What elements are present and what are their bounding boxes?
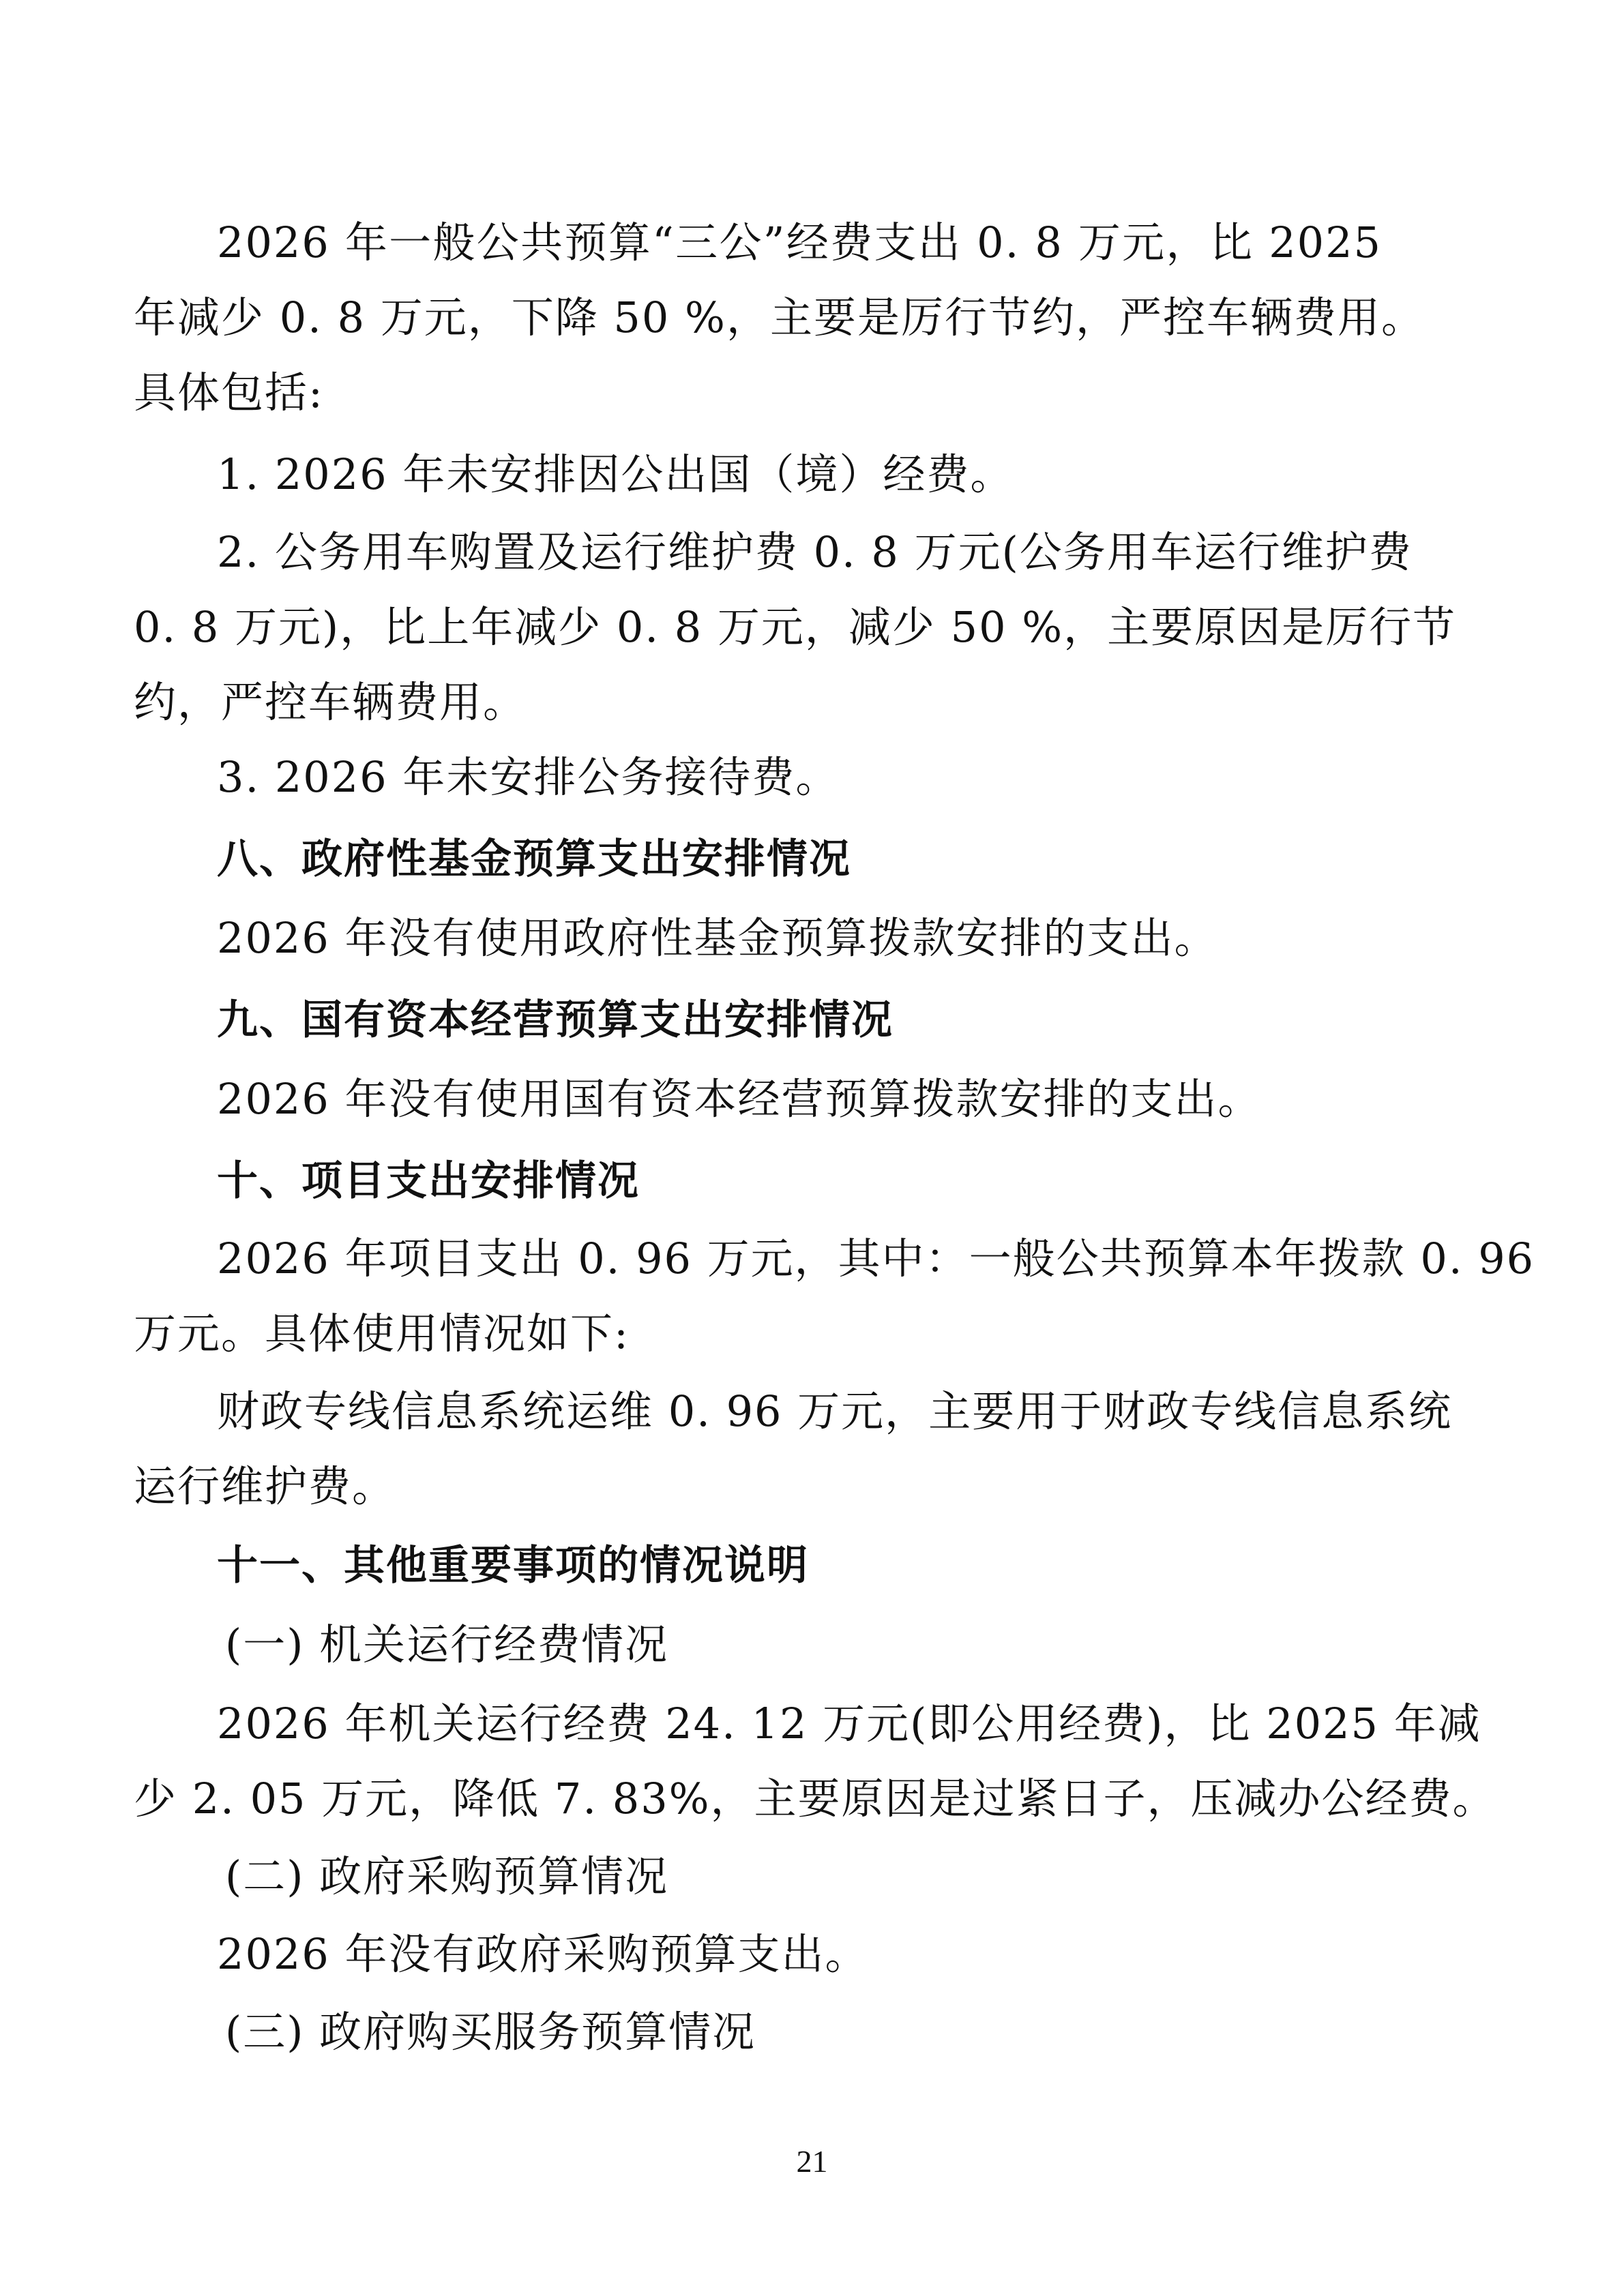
paragraph-line: 财政专线信息系统运维 0. 96 万元，主要用于财政专线信息系统 (217, 1386, 1453, 1436)
section-heading: 九、国有资本经营预算支出安排情况 (217, 996, 894, 1044)
paragraph-line: 2026 年没有使用国有资本经营预算拨款安排的支出。 (217, 1074, 1262, 1124)
subsection-heading: (三) 政府购买服务预算情况 (225, 2007, 756, 2057)
section-heading: 十、项目支出安排情况 (217, 1157, 640, 1205)
section-heading: 八、政府性基金预算支出安排情况 (217, 835, 851, 883)
subsection-heading: (二) 政府采购预算情况 (225, 1851, 669, 1901)
paragraph-line: 具体包括: (134, 368, 324, 417)
paragraph-line: 2026 年没有政府采购预算支出。 (217, 1929, 869, 1979)
subsection-heading: (一) 机关运行经费情况 (225, 1620, 669, 1669)
paragraph-line: 2026 年项目支出 0. 96 万元，其中：一般公共预算本年拨款 0. 96 (217, 1234, 1535, 1283)
paragraph-line: 0. 8 万元)，比上年减少 0. 8 万元，减少 50 %，主要原因是厉行节 (134, 602, 1457, 652)
paragraph-line: 约，严控车辆费用。 (134, 677, 527, 727)
page-number: 21 (796, 2144, 828, 2179)
paragraph-line: 年减少 0. 8 万元，下降 50 %，主要是厉行节约，严控车辆费用。 (134, 293, 1425, 342)
list-item: 2. 公务用车购置及运行维护费 0. 8 万元(公务用车运行维护费 (217, 527, 1413, 577)
paragraph-line: 少 2. 05 万元，降低 7. 83%，主要原因是过紧日子，压减办公经费。 (134, 1774, 1496, 1823)
list-item: 3. 2026 年未安排公务接待费。 (217, 752, 840, 802)
list-item: 1. 2026 年未安排因公出国（境）经费。 (217, 449, 1014, 499)
paragraph-line: 运行维护费。 (134, 1461, 396, 1511)
paragraph-line: 万元。具体使用情况如下: (134, 1309, 630, 1358)
section-heading: 十一、其他重要事项的情况说明 (217, 1542, 809, 1590)
paragraph-line: 2026 年一般公共预算“三公”经费支出 0. 8 万元，比 2025 (217, 218, 1382, 267)
paragraph-line: 2026 年机关运行经费 24. 12 万元(即公用经费)，比 2025 年减 (217, 1699, 1481, 1748)
paragraph-line: 2026 年没有使用政府性基金预算拨款安排的支出。 (217, 913, 1218, 963)
